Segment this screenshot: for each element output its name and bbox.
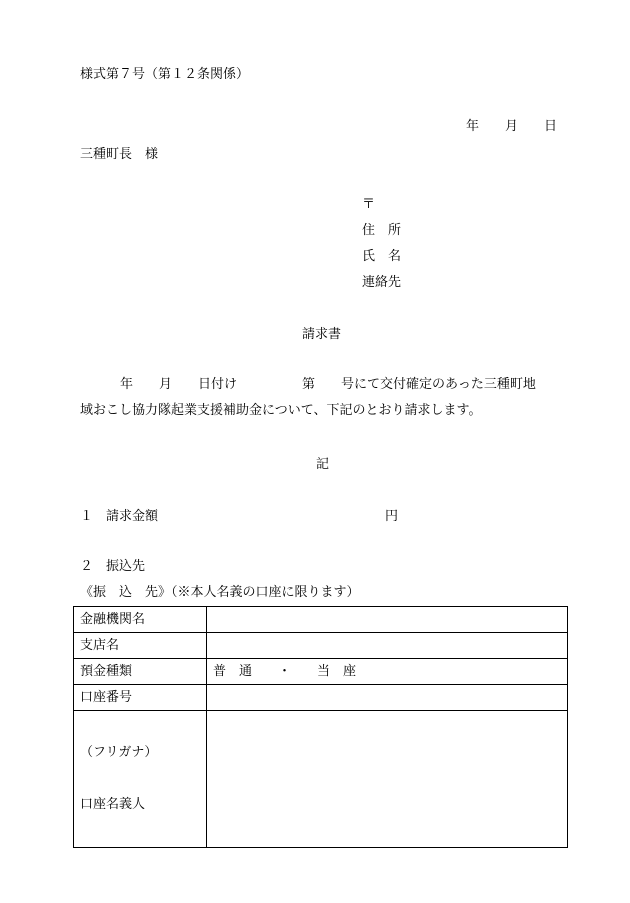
name-label: 氏 名: [362, 249, 402, 264]
branch-name-field[interactable]: [207, 633, 568, 659]
postal-mark: 〒: [362, 197, 376, 212]
account-number-field[interactable]: [207, 685, 568, 711]
table-row: [74, 607, 568, 633]
deposit-type-label: 預金種類: [74, 659, 207, 685]
claim-amount-unit: 円: [385, 509, 399, 524]
furigana-label: （フリガナ）: [80, 745, 158, 760]
date-line: 年 月 日: [466, 119, 558, 134]
addressee: 三種町長 様: [80, 147, 159, 162]
bank-account-table: [73, 606, 568, 848]
transfer-destination-label: ２ 振込先: [80, 559, 146, 574]
document-title: 請求書: [302, 327, 342, 342]
table-row: [74, 685, 568, 711]
bank-name-field[interactable]: [207, 607, 568, 633]
table-row: [74, 711, 568, 848]
bank-name-label: 金融機関名: [74, 607, 207, 633]
contact-label: 連絡先: [362, 275, 402, 290]
body-text-line-1: 年 月 日付け 第 号にて交付確定のあった三種町地: [120, 377, 536, 392]
claim-amount-label: １ 請求金額: [80, 509, 159, 524]
body-text-line-2: 域おこし協力隊起業支援補助金について、下記のとおり請求します。: [80, 403, 482, 418]
account-holder-name-label: 口座名義人: [80, 797, 146, 812]
bank-caption: 《振 込 先》（※本人名義の口座に限ります）: [80, 585, 360, 600]
form-number: 様式第７号（第１２条関係）: [80, 67, 250, 82]
table-row: [74, 659, 568, 685]
branch-name-label: 支店名: [74, 633, 207, 659]
deposit-type-field[interactable]: 普 通 ・ 当 座: [207, 659, 568, 685]
account-holder-label: [74, 711, 207, 848]
note-heading: 記: [316, 457, 330, 472]
account-number-label: 口座番号: [74, 685, 207, 711]
address-label: 住 所: [362, 223, 402, 238]
table-row: [74, 633, 568, 659]
account-holder-field[interactable]: [207, 711, 568, 848]
